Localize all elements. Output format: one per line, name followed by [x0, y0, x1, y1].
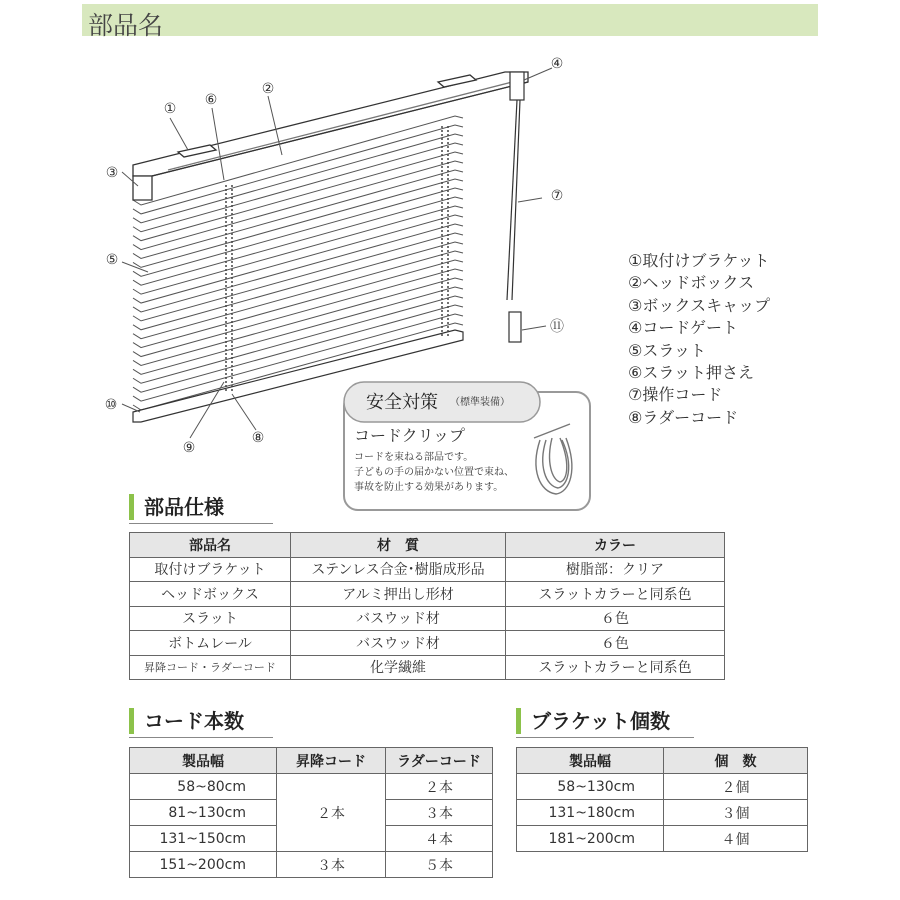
column-header: 材 質 [291, 533, 506, 558]
table-cell: 58~130cm [517, 774, 664, 800]
divider [129, 737, 273, 738]
page-title: 部品名 [88, 11, 164, 40]
slat [133, 170, 463, 258]
callout-2: ② [261, 81, 275, 97]
table-cell: 樹脂部：クリア [506, 557, 725, 582]
legend-item: ⑤スラット [628, 340, 707, 360]
divider [129, 523, 273, 524]
slat [133, 134, 463, 223]
head-box [133, 72, 528, 200]
column-header: ラダーコード [386, 748, 493, 774]
table-row [130, 582, 725, 607]
table-cell: 取付けブラケット [130, 557, 291, 582]
safety-title: 安全対策 [366, 392, 438, 413]
table-cell: スラットカラーと同系色 [506, 655, 725, 680]
legend-item: ①取付けブラケット [628, 251, 770, 270]
safety-line-3: 事故を防止する効果があります。 [354, 482, 504, 493]
table-cell: ３本 [386, 800, 493, 826]
column-header: 昇降コード [277, 748, 386, 774]
table-cell: ステンレス合金･樹脂成形品 [291, 557, 506, 582]
table-row [130, 655, 725, 680]
spec-section-title: 部品仕様 [129, 494, 224, 520]
table-cell: バスウッド材 [291, 631, 506, 656]
bracket-section-title: ブラケット個数 [516, 708, 670, 734]
table-row [130, 631, 725, 656]
table-cell: バスウッド材 [291, 606, 506, 631]
table-header-row [130, 533, 725, 558]
column-header: カラー [506, 533, 725, 558]
table-cell: ４本 [386, 826, 493, 852]
table-cell: アルミ押出し形材 [291, 582, 506, 607]
table-cell: 化学繊維 [291, 655, 506, 680]
table-cell: 昇降コード・ラダーコード [130, 655, 291, 680]
callout-4: ④ [550, 56, 564, 72]
callout-6: ⑥ [204, 92, 218, 108]
table-cell: 181~200cm [517, 826, 664, 852]
safety-line-1: コードを束ねる部品です。 [354, 452, 474, 463]
table-cell: ６色 [506, 631, 725, 656]
table-row [517, 826, 808, 852]
safety-line-2: 子どもの手の届かない位置で束ね、 [354, 467, 514, 478]
legend-item: ⑦操作コード [628, 385, 723, 405]
table-cell: 81~130cm [130, 800, 277, 826]
callout-11: ⑪ [550, 319, 564, 335]
column-header: 個 数 [664, 748, 808, 774]
callout-10: ⑩ [104, 397, 118, 413]
table-cell: スラット [130, 606, 291, 631]
table-header-row [130, 748, 493, 774]
legend-item: ⑧ラダーコード [628, 407, 739, 427]
table-cell: スラットカラーと同系色 [506, 582, 725, 607]
cord-gate [507, 72, 524, 342]
slat [133, 179, 463, 267]
table-cell: ５本 [386, 852, 493, 878]
legend-item: ⑥スラット押さえ [628, 363, 755, 383]
table-cell: ３本 [277, 852, 386, 878]
header-banner [82, 4, 818, 40]
cord-count-table [129, 747, 493, 878]
table-cell: ２個 [664, 774, 808, 800]
column-header: 部品名 [130, 533, 291, 558]
table-row [130, 774, 493, 800]
callout-7: ⑦ [550, 188, 564, 204]
table-cell: ２本 [386, 774, 493, 800]
callout-1: ① [163, 101, 177, 117]
table-cell: 131~150cm [130, 826, 277, 852]
safety-box [344, 382, 590, 510]
table-row [130, 606, 725, 631]
table-cell: ２本 [277, 774, 386, 852]
table-cell: ６色 [506, 606, 725, 631]
column-header: 製品幅 [517, 748, 664, 774]
table-cell: 151~200cm [130, 852, 277, 878]
table-row [130, 852, 493, 878]
legend-item: ②ヘッドボックス [628, 273, 755, 293]
table-cell: ヘッドボックス [130, 582, 291, 607]
table-cell: 131~180cm [517, 800, 664, 826]
cord-section-title: コード本数 [129, 708, 244, 734]
safety-subtitle: コードクリップ [354, 426, 466, 445]
parts-legend [628, 250, 770, 429]
table-cell: 58~80cm [130, 774, 277, 800]
callout-9: ⑨ [182, 440, 196, 456]
slat [133, 161, 463, 250]
table-row [517, 800, 808, 826]
callout-8: ⑧ [251, 430, 265, 446]
safety-note: （標準装備） [450, 397, 510, 408]
spec-table [129, 532, 725, 680]
table-header-row [517, 748, 808, 774]
table-cell: ３個 [664, 800, 808, 826]
table-cell: ４個 [664, 826, 808, 852]
table-cell: ボトムレール [130, 631, 291, 656]
column-header: 製品幅 [130, 748, 277, 774]
table-row [130, 557, 725, 582]
divider [516, 737, 694, 738]
callout-3: ③ [105, 165, 119, 181]
legend-item: ④コードゲート [628, 318, 739, 338]
legend-item: ③ボックスキャップ [628, 295, 771, 315]
bracket-count-table [516, 747, 808, 852]
table-row [517, 774, 808, 800]
callout-5: ⑤ [105, 252, 119, 268]
